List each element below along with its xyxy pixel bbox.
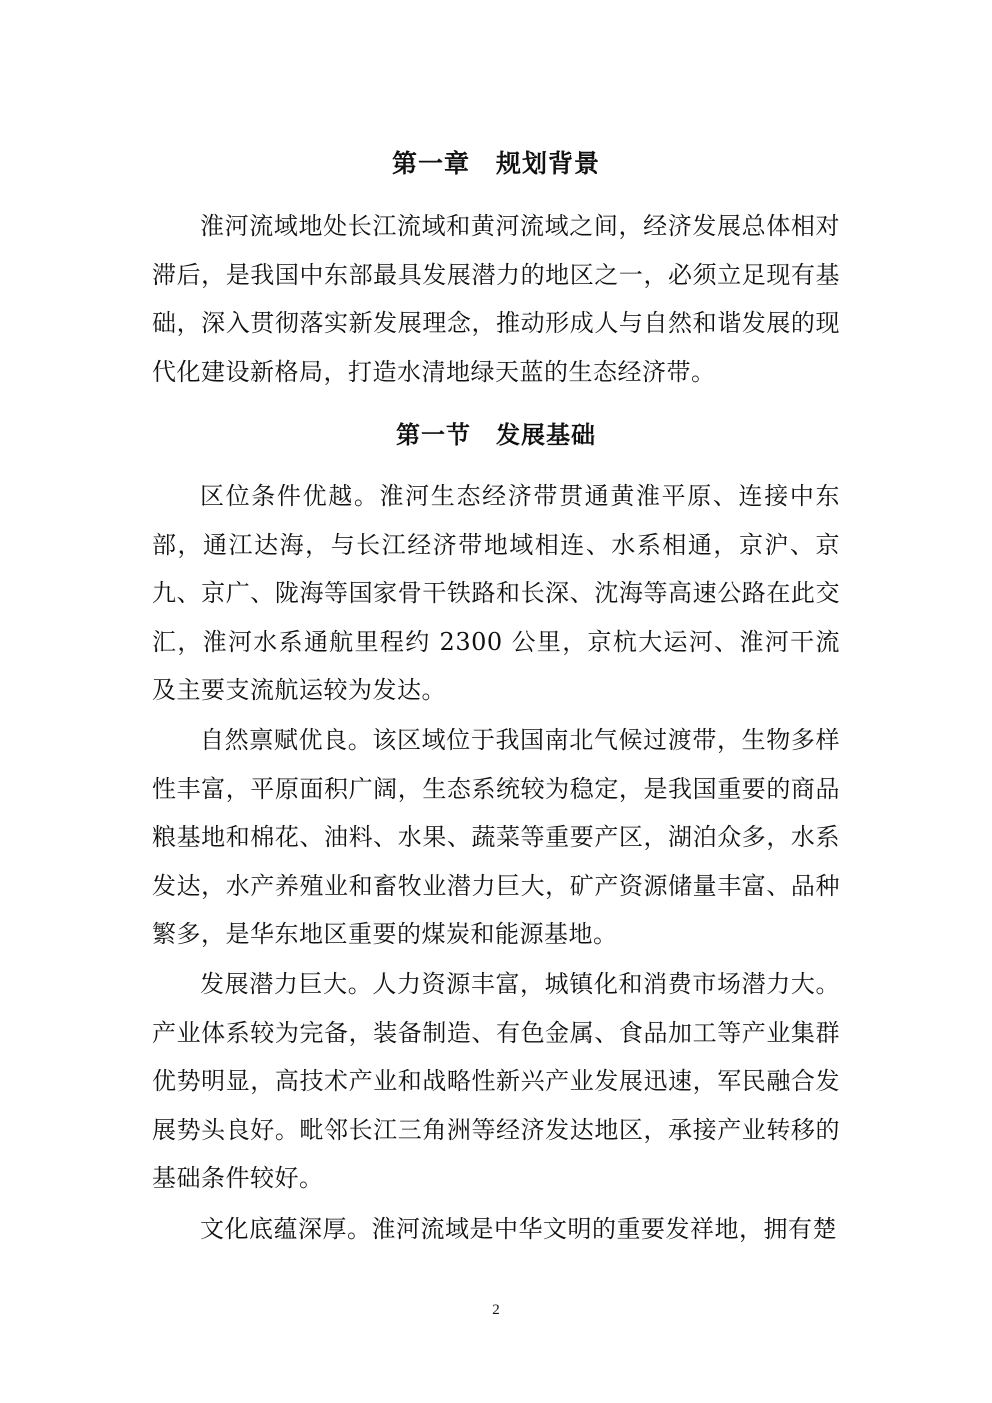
page-number: 2 <box>492 1302 500 1318</box>
section-title: 第一节 发展基础 <box>396 420 596 449</box>
paragraph-potential: 发展潜力巨大。人力资源丰富，城镇化和消费市场潜力大。产业体系较为完备，装备制造、有色金属、食品加工等产业集群优势明显，高技术产业和战略性新兴产业发展迅速，军民融合发展势头良好。毗邻长江三角洲等经济发达地区，承接产业转移的基础条件较好。 <box>152 970 840 1192</box>
intro-paragraph: 淮河流域地处长江流域和黄河流域之间，经济发展总体相对滞后，是我国中东部最具发展潜力的地区之一，必须立足现有基础，深入贯彻落实新发展理念，推动形成人与自然和谐发展的现代化建设新格局，打造水清地绿天蓝的生态经济带。 <box>152 212 840 386</box>
paragraph-culture: 文化底蕴深厚。淮河流域是中华文明的重要发祥地，拥有楚 <box>200 1215 837 1243</box>
paragraph-location: 区位条件优越。淮河生态经济带贯通黄淮平原、连接中东部，通江达海，与长江经济带地域相连、水系相通，京沪、京九、京广、陇海等国家骨干铁路和长深、沈海等高速公路在此交汇，淮河水系通航里程约 2300 公里，京杭大运河、淮河干流及主要支流航运较为发达。 <box>152 482 840 704</box>
paragraph-nature: 自然禀赋优良。该区域位于我国南北气候过渡带，生物多样性丰富，平原面积广阔，生态系统较为稳定，是我国重要的商品粮基地和棉花、油料、水果、蔬菜等重要产区，湖泊众多，水系发达，水产养殖业和畜牧业潜力巨大，矿产资源储量丰富、品种繁多，是华东地区重要的煤炭和能源基地。 <box>152 726 840 948</box>
chapter-title: 第一章 规划背景 <box>391 149 600 178</box>
